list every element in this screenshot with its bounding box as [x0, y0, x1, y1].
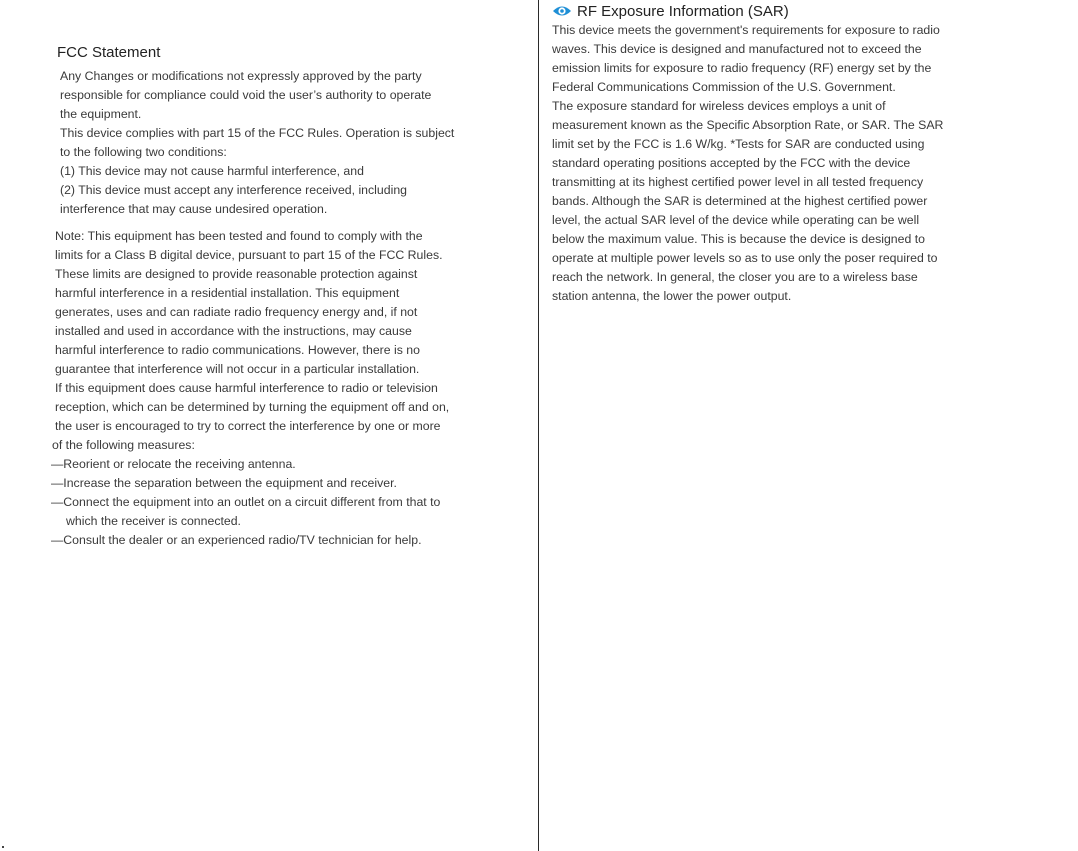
eye-icon: [552, 4, 572, 18]
rf-line: waves. This device is designed and manufactured not to exceed the: [552, 42, 922, 56]
fcc-line: interference that may cause undesired operation.: [60, 202, 328, 216]
measure-item: —Consult the dealer or an experienced radio/TV technician for help.: [51, 533, 422, 547]
note-line: of the following measures:: [52, 438, 195, 452]
note-line: limits for a Class B digital device, pursuant to part 15 of the FCC Rules.: [55, 248, 443, 262]
fcc-line: to the following two conditions:: [60, 145, 227, 159]
note-line: harmful interference in a residential installation. This equipment: [55, 286, 400, 300]
rf-line: below the maximum value. This is because the device is designed to: [552, 232, 925, 246]
note-line: the user is encouraged to try to correct the interference by one or more: [55, 419, 441, 433]
rf-line: bands. Although the SAR is determined at the highest certified power: [552, 194, 928, 208]
rf-line: Federal Communications Commission of the U.S. Government.: [552, 80, 896, 94]
fcc-line: the equipment.: [60, 107, 142, 121]
rf-line: The exposure standard for wireless devices employs a unit of: [552, 99, 886, 113]
rf-line: level, the actual SAR level of the device while operating can be well: [552, 213, 920, 227]
rf-line: This device meets the government's requirements for exposure to radio: [552, 23, 940, 37]
note-line: If this equipment does cause harmful interference to radio or television: [55, 381, 438, 395]
measure-item-continued: which the receiver is connected.: [66, 514, 241, 528]
measure-item: —Connect the equipment into an outlet on a circuit different from that to: [51, 495, 441, 509]
rf-line: standard operating positions accepted by the FCC with the device: [552, 156, 911, 170]
rf-line: emission limits for exposure to radio frequency (RF) energy set by the: [552, 61, 932, 75]
rf-line: limit set by the FCC is 1.6 W/kg. *Tests for SAR are conducted using: [552, 137, 925, 151]
fcc-statement-title: FCC Statement: [57, 44, 161, 61]
note-line: reception, which can be determined by turning the equipment off and on,: [55, 400, 450, 414]
note-line: Note: This equipment has been tested and found to comply with the: [55, 229, 423, 243]
fcc-line: Any Changes or modifications not expressly approved by the party: [60, 69, 422, 83]
fcc-line: responsible for compliance could void the user’s authority to operate: [60, 88, 432, 102]
note-line: installed and used in accordance with the instructions, may cause: [55, 324, 412, 338]
fcc-line: (2) This device must accept any interference received, including: [60, 183, 407, 197]
measure-item: —Increase the separation between the equipment and receiver.: [51, 476, 397, 490]
rf-line: station antenna, the lower the power output.: [552, 289, 792, 303]
rf-exposure-title: RF Exposure Information (SAR): [577, 2, 789, 20]
rf-line: reach the network. In general, the closer you are to a wireless base: [552, 270, 918, 284]
note-line: guarantee that interference will not occur in a particular installation.: [55, 362, 420, 376]
rf-line: measurement known as the Specific Absorption Rate, or SAR. The SAR: [552, 118, 944, 132]
rf-line: operate at multiple power levels so as to use only the poser required to: [552, 251, 938, 265]
column-divider: [538, 0, 539, 851]
fcc-line: This device complies with part 15 of the FCC Rules. Operation is subject: [60, 126, 455, 140]
rf-exposure-header: [552, 1, 789, 21]
measure-item: —Reorient or relocate the receiving antenna.: [51, 457, 296, 471]
rf-line: transmitting at its highest certified power level in all tested frequency: [552, 175, 924, 189]
fcc-line: (1) This device may not cause harmful interference, and: [60, 164, 364, 178]
note-line: harmful interference to radio communications. However, there is no: [55, 343, 420, 357]
note-line: generates, uses and can radiate radio frequency energy and, if not: [55, 305, 418, 319]
note-line: These limits are designed to provide reasonable protection against: [55, 267, 418, 281]
corner-mark: [2, 846, 4, 848]
